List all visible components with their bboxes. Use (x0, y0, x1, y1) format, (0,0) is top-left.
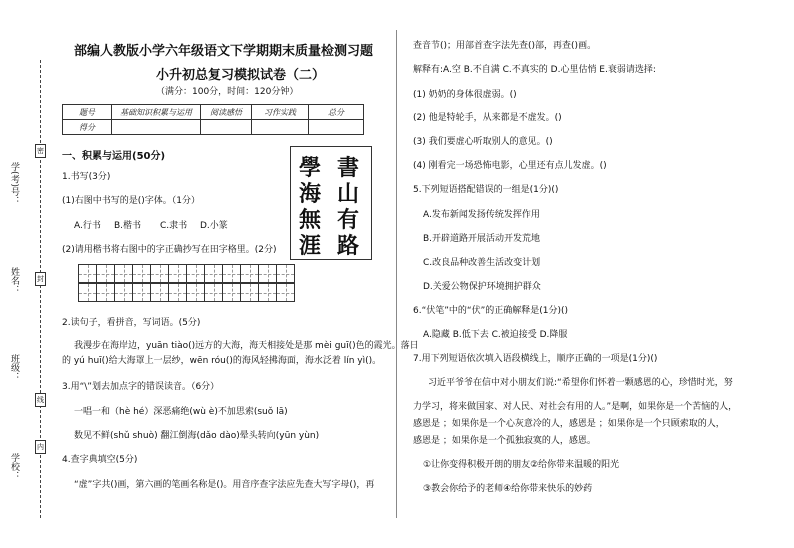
question-4-line-2: 查音节()；用部首查字法先查()部，再查()画。 (413, 41, 597, 51)
question-3: 3.用“\”划去加点字的错误读音。（6分） (62, 382, 220, 392)
section-heading: 一、积累与运用(50分) (62, 151, 166, 162)
question-4: 4.查字典填空(5分) (62, 455, 138, 465)
score-table (62, 104, 364, 135)
grid-cell[interactable] (276, 264, 295, 283)
calligraphy-sample (290, 146, 372, 260)
grid-cell[interactable] (222, 264, 241, 283)
score-header-cell: 总分 (309, 105, 364, 120)
tianzige-grid-row-1[interactable] (78, 264, 294, 283)
seal-char-xian: 线 (35, 393, 46, 407)
grid-cell[interactable] (150, 264, 169, 283)
score-cell[interactable] (201, 120, 252, 135)
q5-option-c: C.改良品种改善生活改变计划 (423, 258, 541, 268)
score-header-cell: 基础知识积累与运用 (112, 105, 201, 120)
grid-cell[interactable] (204, 264, 223, 283)
grid-cell[interactable] (186, 283, 205, 302)
tianzige-grid-row-2[interactable] (78, 283, 294, 302)
column-divider (396, 30, 397, 518)
sentence-4: (4) 刚看完一场恐怖电影，心里还有点儿发虚。() (413, 161, 607, 171)
page-title: 部编人教版小学六年级语文下学期期末质量检测习题 (74, 44, 374, 59)
grid-cell[interactable] (78, 264, 97, 283)
question-3-line-1: 一唱一和（hè hé）深恶痛绝(wù è)不加思索(suǒ lā) (74, 407, 288, 417)
score-header-cell: 阅读感悟 (201, 105, 252, 120)
question-2-line-2: 的 yú huī()给大海罩上一层纱，wēn róu()的海风轻拂海面，海水泛着 lín yì()。 (62, 356, 382, 366)
q5-option-d: D.关爱公物保护环境拥护群众 (423, 282, 541, 292)
grid-cell[interactable] (114, 264, 133, 283)
grid-cell[interactable] (240, 264, 259, 283)
calligraphy-char: 路 (337, 233, 360, 259)
grid-cell[interactable] (258, 283, 277, 302)
question-5: 5.下列短语搭配错误的一组是(1分)() (413, 185, 559, 195)
q5-option-a: A.发布新闻发扬传统发挥作用 (423, 210, 540, 220)
grid-cell[interactable] (276, 283, 295, 302)
passage-line-3: 感恩是 ；如果你是一个心灰意冷的人，感恩是 ；如果你是一个只顾索取的人， (413, 419, 725, 429)
grid-cell[interactable] (132, 283, 151, 302)
school-label: 学校： (9, 453, 19, 480)
option-c: C.隶书 (160, 221, 188, 231)
class-label: 班级： (9, 354, 19, 381)
score-table-header-row (63, 105, 364, 120)
question-1-2: (2)请用楷书将右图中的字正确抄写在田字格里。(2分) (62, 245, 277, 255)
sentence-2: (2) 他是特轮手，从来都是不虚发。() (413, 113, 562, 123)
score-row-label: 得分 (63, 120, 112, 135)
calligraphy-char: 書 (337, 155, 360, 181)
sentence-3: (3) 我们要虚心听取别人的意见。() (413, 137, 553, 147)
grid-cell[interactable] (240, 283, 259, 302)
score-cell[interactable] (309, 120, 364, 135)
grid-cell[interactable] (222, 283, 241, 302)
grid-cell[interactable] (258, 264, 277, 283)
question-1: 1.书写(3分) (62, 172, 111, 182)
score-cell[interactable] (252, 120, 309, 135)
question-4-line-1: “虚”字共()画，第六画的笔画名称是()。用音序查字法应先查大写字母()，再 (74, 480, 375, 490)
seal-char-nei: 内 (35, 440, 46, 454)
question-1-1: (1)右图中书写的是()字体。（1分） (62, 196, 200, 206)
score-header-cell: 题号 (63, 105, 112, 120)
grid-cell[interactable] (78, 283, 97, 302)
question-2: 2.读句子，看拼音，写词语。(5分) (62, 318, 201, 328)
grid-cell[interactable] (96, 264, 115, 283)
passage-line-1: 习近平爷爷在信中对小朋友们说:“希望你们怀着一颗感恩的心，珍惜时光，努 (428, 378, 733, 388)
question-3-line-2: 数见不鲜(shǔ shuò) 翻江倒海(dǎo dào)晕头转向(yūn yùn) (74, 431, 320, 441)
option-d: D.小篆 (200, 221, 228, 231)
definitions: 解释有:A.空 B.不自满 C.不真实的 D.心里估悄 E.衰弱请选择: (413, 65, 656, 75)
calligraphy-char: 無 (299, 207, 322, 233)
question-6: 6.“伏笔”中的“伏”的正确解释是(1分)() (413, 306, 569, 316)
grid-cell[interactable] (114, 283, 133, 302)
seal-char-mi: 密 (35, 144, 46, 158)
calligraphy-char: 有 (337, 207, 360, 233)
q6-options: A.隐藏 B.低下去 C.被迫接受 D.降服 (423, 330, 568, 340)
calligraphy-char: 涯 (299, 233, 322, 259)
question-2-line-1: 我漫步在海岸边，yuān tiào()远方的大海，海天相接处是那 mèi guī()色的霞光。落日 (74, 341, 419, 351)
passage-line-2: 力学习，将来做国家、对人民、对社会有用的人。”是啊，如果你是一个苦恼的人， (413, 402, 738, 412)
page-subtitle: 小升初总复习模拟试卷（二） (156, 68, 326, 83)
grid-cell[interactable] (204, 283, 223, 302)
grid-cell[interactable] (150, 283, 169, 302)
score-table-row (63, 120, 364, 135)
grid-cell[interactable] (96, 283, 115, 302)
phrase-options-2: ③教会你给予的老师④给你带来快乐的妙药 (423, 484, 593, 494)
grid-cell[interactable] (186, 264, 205, 283)
grid-cell[interactable] (168, 264, 187, 283)
grid-cell[interactable] (132, 264, 151, 283)
option-a: A.行书 (74, 221, 101, 231)
phrase-options-1: ①让你变得积极开朗的朋友②给你带来温暖的阳光 (423, 460, 620, 470)
calligraphy-char: 學 (299, 155, 322, 181)
question-7: 7.用下列短语依次填入语段横线上，顺序正确的一项是(1分)() (413, 354, 658, 364)
option-b: B.楷书 (114, 221, 142, 231)
score-cell[interactable] (112, 120, 201, 135)
sentence-1: (1) 奶奶的身体很虚弱。() (413, 90, 517, 100)
calligraphy-char: 山 (337, 181, 360, 207)
student-id-label: 学(考)号： (9, 162, 19, 206)
passage-line-4: 感恩是 ；如果你是一个孤独寂寞的人，感恩。 (413, 436, 596, 446)
grid-cell[interactable] (168, 283, 187, 302)
score-header-cell: 习作实践 (252, 105, 309, 120)
q5-option-b: B.开辟道路开展活动开发荒地 (423, 234, 541, 244)
calligraphy-char: 海 (299, 181, 322, 207)
name-label: 姓名： (9, 267, 19, 294)
exam-meta: （满分：100分，时间：120分钟） (156, 87, 299, 97)
seal-char-feng: 封 (35, 272, 46, 286)
